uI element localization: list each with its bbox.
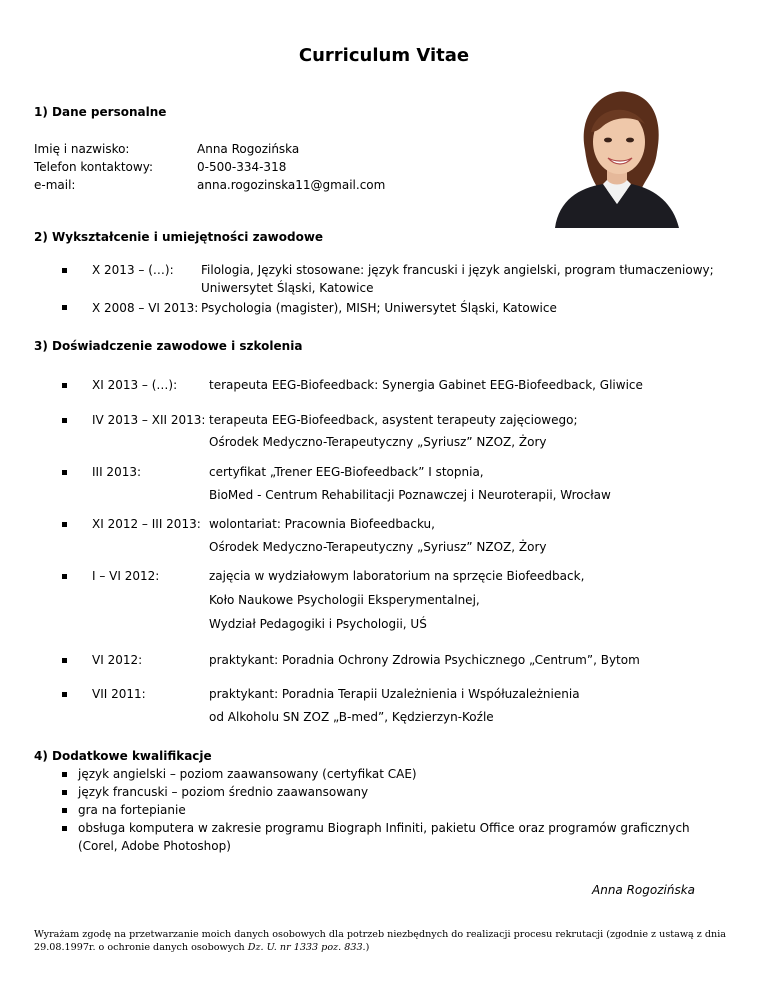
email-label: e-mail: — [34, 178, 76, 192]
section-heading-experience: 3) Doświadczenie zawodowe i szkolenia — [34, 339, 303, 353]
bullet-icon — [62, 826, 67, 831]
edu-line-1a: Filologia, Języki stosowane: język francuski i język angielski, program tłumaczeniowy; — [201, 263, 714, 277]
exp-date-1: XI 2013 – (…): — [92, 378, 178, 392]
exp-text-1a: terapeuta EEG-Biofeedback: Synergia Gabinet EEG-Biofeedback, Gliwice — [209, 378, 643, 392]
bullet-icon — [62, 383, 67, 388]
exp-text-3b: BioMed - Centrum Rehabilitacji Poznawczej i Neuroterapii, Wrocław — [209, 488, 611, 502]
edu-date-2: X 2008 – VI 2013: — [92, 301, 199, 315]
signature: Anna Rogozińska — [592, 883, 696, 897]
bullet-icon — [62, 692, 67, 697]
bullet-icon — [62, 658, 67, 663]
exp-date-4: XI 2012 – III 2013: — [92, 517, 201, 531]
consent-legal-reference: Dz. U. nr 1333 poz. 833. — [247, 942, 366, 953]
section-heading-qualifications: 4) Dodatkowe kwalifikacje — [34, 749, 212, 763]
exp-date-7: VII 2011: — [92, 687, 146, 701]
bullet-icon — [62, 808, 67, 813]
exp-text-5a: zajęcia w wydziałowym laboratorium na sprzęcie Biofeedback, — [209, 569, 585, 583]
section-heading-education: 2) Wykształcenie i umiejętności zawodowe — [34, 230, 324, 244]
exp-text-4a: wolontariat: Pracownia Biofeedbacku, — [209, 517, 435, 531]
exp-text-2a: terapeuta EEG-Biofeedback, asystent terapeuty zajęciowego; — [209, 413, 578, 427]
exp-text-4b: Ośrodek Medyczno-Terapeutyczny „Syriusz” NZOZ, Żory — [209, 540, 547, 554]
email-value: anna.rogozinska11@gmail.com — [197, 178, 386, 192]
name-value: Anna Rogozińska — [197, 142, 300, 156]
edu-date-1: X 2013 – (…): — [92, 263, 174, 277]
bullet-icon — [62, 418, 67, 423]
exp-text-7b: od Alkoholu SN ZOZ „B-med”, Kędzierzyn-Koźle — [209, 710, 494, 724]
exp-text-5b: Koło Naukowe Psychologii Eksperymentalnej, — [209, 593, 480, 607]
consent-text-end: ) — [365, 942, 370, 953]
exp-text-6a: praktykant: Poradnia Ochrony Zdrowia Psychicznego „Centrum”, Bytom — [209, 653, 640, 667]
profile-photo — [545, 80, 689, 228]
phone-label: Telefon kontaktowy: — [34, 160, 153, 174]
bullet-icon — [62, 470, 67, 475]
exp-text-7a: praktykant: Poradnia Terapii Uzależnienia i Współuzależnienia — [209, 687, 580, 701]
bullet-icon — [62, 305, 67, 310]
exp-text-2b: Ośrodek Medyczno-Terapeutyczny „Syriusz” NZOZ, Żory — [209, 435, 547, 449]
name-label: Imię i nazwisko: — [34, 142, 130, 156]
section-heading-personal: 1) Dane personalne — [34, 105, 167, 119]
bullet-icon — [62, 268, 67, 273]
exp-date-3: III 2013: — [92, 465, 142, 479]
consent-clause — [34, 928, 734, 954]
exp-text-5c: Wydział Pedagogiki i Psychologii, UŚ — [209, 617, 427, 631]
edu-line-2a: Psychologia (magister), MISH; Uniwersytet Śląski, Katowice — [201, 301, 557, 315]
qual-item-3: gra na fortepianie — [78, 803, 186, 817]
document-title: Curriculum Vitae — [298, 45, 470, 66]
phone-value: 0-500-334-318 — [197, 160, 287, 174]
edu-line-1b: Uniwersytet Śląski, Katowice — [201, 281, 374, 295]
bullet-icon — [62, 574, 67, 579]
bullet-icon — [62, 772, 67, 777]
consent-text: Wyrażam zgodę na przetwarzanie moich danych osobowych dla potrzeb niezbędnych do realizacji procesu rekrutacji (zgodnie z ustawą z dnia 29.08.1997r. o ochronie danych osobowych — [34, 929, 727, 953]
exp-date-6: VI 2012: — [92, 653, 143, 667]
bullet-icon — [62, 790, 67, 795]
qual-item-1: język angielski – poziom zaawansowany (certyfikat CAE) — [78, 767, 417, 781]
exp-text-3a: certyfikat „Trener EEG-Biofeedback” I stopnia, — [209, 465, 484, 479]
qual-item-2: język francuski – poziom średnio zaawansowany — [78, 785, 369, 799]
bullet-icon — [62, 522, 67, 527]
qual-item-4-cont: (Corel, Adobe Photoshop) — [78, 839, 231, 853]
exp-date-2: IV 2013 – XII 2013: — [92, 413, 206, 427]
qual-item-4: obsługa komputera w zakresie programu Biograph Infiniti, pakietu Office oraz programów graficznych — [78, 821, 690, 835]
exp-date-5: I – VI 2012: — [92, 569, 160, 583]
